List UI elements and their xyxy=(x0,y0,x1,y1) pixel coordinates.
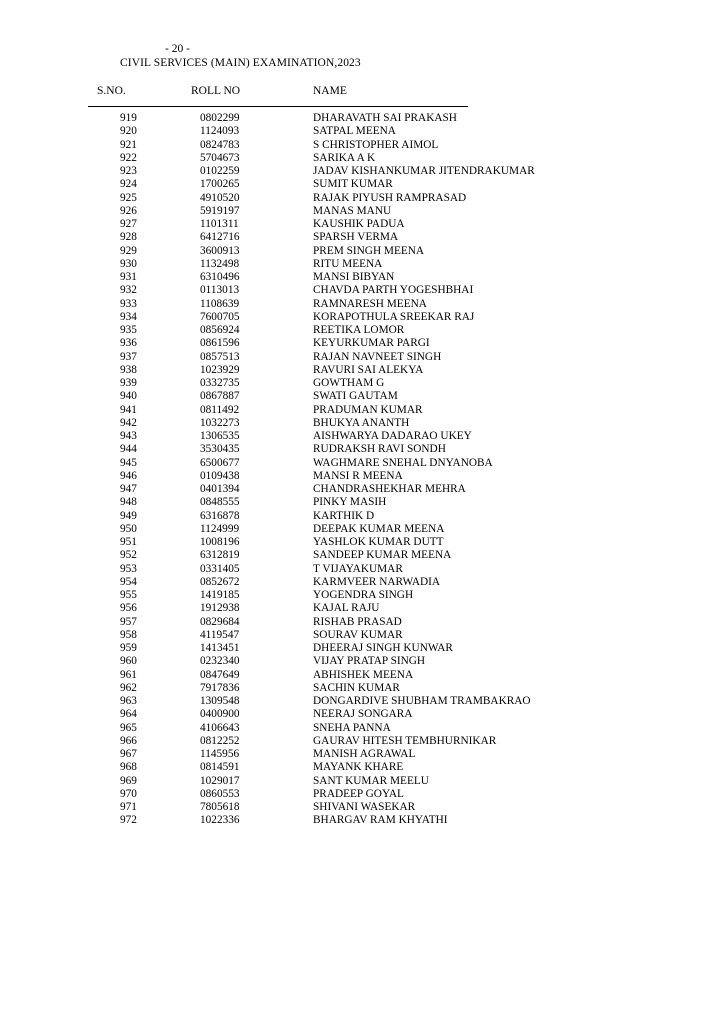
serial-number: 950 xyxy=(120,522,137,535)
candidate-name: MAYANK KHARE xyxy=(313,761,404,774)
serial-number: 943 xyxy=(120,430,137,442)
column-header-name: NAME xyxy=(313,85,347,97)
serial-number: 959 xyxy=(120,642,137,654)
candidate-name: NEERAJ SONGARA xyxy=(313,708,413,721)
candidate-name: BHARGAV RAM KHYATHI xyxy=(313,814,448,827)
table-row xyxy=(0,801,725,814)
roll-number: 6500677 xyxy=(200,456,240,469)
roll-number: 0113013 xyxy=(200,284,240,297)
roll-number: 0856924 xyxy=(200,324,240,336)
serial-number: 944 xyxy=(120,443,137,456)
roll-number: 0867887 xyxy=(200,390,240,403)
results-table-body xyxy=(0,112,725,828)
candidate-name: SOURAV KUMAR xyxy=(313,628,403,641)
serial-number: 954 xyxy=(120,575,137,588)
roll-number: 7917836 xyxy=(200,681,240,694)
candidate-name: PINKY MASIH xyxy=(313,496,387,509)
column-header-roll-no: ROLL NO xyxy=(191,85,241,97)
serial-number: 967 xyxy=(120,748,137,760)
candidate-name: RISHAB PRASAD xyxy=(313,615,402,628)
serial-number: 948 xyxy=(120,496,137,509)
table-row xyxy=(0,655,725,668)
serial-number: 945 xyxy=(120,456,137,469)
roll-number: 3530435 xyxy=(200,443,240,456)
roll-number: 5704673 xyxy=(200,151,240,164)
candidate-name: KEYURKUMAR PARGI xyxy=(313,337,430,350)
candidate-name: T VIJAYAKUMAR xyxy=(313,562,403,575)
candidate-name: PRADUMAN KUMAR xyxy=(313,403,423,416)
candidate-name: RUDRAKSH RAVI SONDH xyxy=(313,443,446,456)
table-row xyxy=(0,377,725,390)
roll-number: 1700265 xyxy=(200,178,240,191)
roll-number: 1124999 xyxy=(200,522,240,535)
candidate-name: SHIVANI WASEKAR xyxy=(313,801,416,813)
table-row xyxy=(0,139,725,152)
table-row xyxy=(0,589,725,602)
roll-number: 1309548 xyxy=(200,695,240,707)
table-row xyxy=(0,708,725,721)
roll-number: 1132498 xyxy=(200,257,240,270)
table-row xyxy=(0,284,725,297)
candidate-name: SPARSH VERMA xyxy=(313,231,399,244)
serial-number: 965 xyxy=(120,721,137,734)
table-row xyxy=(0,669,725,682)
table-row xyxy=(0,536,725,549)
table-row xyxy=(0,417,725,430)
candidate-name: KARMVEER NARWADIA xyxy=(313,575,441,588)
serial-number: 941 xyxy=(120,403,137,416)
table-row xyxy=(0,470,725,483)
serial-number: 936 xyxy=(120,337,137,350)
serial-number: 970 xyxy=(120,787,137,800)
roll-number: 4106643 xyxy=(200,721,240,734)
roll-number: 0332735 xyxy=(200,377,240,389)
table-row xyxy=(0,735,725,748)
table-row xyxy=(0,457,725,470)
table-row xyxy=(0,231,725,244)
candidate-name: SARIKA A K xyxy=(313,151,376,164)
roll-number: 0232340 xyxy=(200,655,240,668)
roll-number: 1413451 xyxy=(200,642,240,654)
roll-number: 0847649 xyxy=(200,668,240,681)
roll-number: 6310496 xyxy=(200,271,240,283)
table-row xyxy=(0,642,725,655)
serial-number: 963 xyxy=(120,695,137,707)
roll-number: 0848555 xyxy=(200,496,240,509)
exam-title: CIVIL SERVICES (MAIN) EXAMINATION,2023 xyxy=(120,57,361,69)
table-row xyxy=(0,364,725,377)
table-row xyxy=(0,602,725,615)
roll-number: 0331405 xyxy=(200,562,240,575)
serial-number: 921 xyxy=(120,138,137,151)
roll-number: 0401394 xyxy=(200,483,240,495)
roll-number: 5919197 xyxy=(200,204,240,217)
candidate-name: SWATI GAUTAM xyxy=(313,390,398,403)
header-rule xyxy=(88,106,468,107)
candidate-name: MANSI BIBYAN xyxy=(313,271,395,283)
serial-number: 932 xyxy=(120,284,137,297)
table-row xyxy=(0,682,725,695)
table-row xyxy=(0,510,725,523)
table-row xyxy=(0,205,725,218)
serial-number: 933 xyxy=(120,297,137,310)
roll-number: 6316878 xyxy=(200,509,240,522)
candidate-name: DHEERAJ SINGH KUNWAR xyxy=(313,642,453,654)
serial-number: 958 xyxy=(120,628,137,641)
table-row xyxy=(0,563,725,576)
serial-number: 928 xyxy=(120,231,137,244)
table-row xyxy=(0,178,725,191)
candidate-name: RITU MEENA xyxy=(313,257,383,270)
table-row xyxy=(0,629,725,642)
serial-number: 961 xyxy=(120,668,137,681)
serial-number: 924 xyxy=(120,178,137,191)
roll-number: 0857513 xyxy=(200,350,240,363)
page-number: - 20 - xyxy=(165,43,190,55)
candidate-name: BHUKYA ANANTH xyxy=(313,416,410,429)
serial-number: 953 xyxy=(120,562,137,575)
roll-number: 0824783 xyxy=(200,138,240,151)
table-row xyxy=(0,761,725,774)
candidate-name: DHARAVATH SAI PRAKASH xyxy=(313,112,457,124)
candidate-name: KAUSHIK PADUA xyxy=(313,218,405,230)
roll-number: 0400900 xyxy=(200,708,240,721)
serial-number: 939 xyxy=(120,377,137,389)
table-row xyxy=(0,722,725,735)
serial-number: 955 xyxy=(120,589,137,601)
candidate-name: MANAS MANU xyxy=(313,204,392,217)
serial-number: 935 xyxy=(120,324,137,336)
roll-number: 4910520 xyxy=(200,191,240,204)
candidate-name: S CHRISTOPHER AIMOL xyxy=(313,138,439,151)
serial-number: 920 xyxy=(120,125,137,138)
roll-number: 1029017 xyxy=(200,774,240,787)
roll-number: 7805618 xyxy=(200,801,240,813)
serial-number: 922 xyxy=(120,151,137,164)
serial-number: 968 xyxy=(120,761,137,774)
serial-number: 949 xyxy=(120,509,137,522)
serial-number: 972 xyxy=(120,814,137,827)
candidate-name: AISHWARYA DADARAO UKEY xyxy=(313,430,472,442)
serial-number: 940 xyxy=(120,390,137,403)
candidate-name: CHAVDA PARTH YOGESHBHAI xyxy=(313,284,474,297)
roll-number: 0811492 xyxy=(200,403,240,416)
serial-number: 942 xyxy=(120,416,137,429)
roll-number: 0102259 xyxy=(200,165,240,177)
table-row xyxy=(0,125,725,138)
serial-number: 930 xyxy=(120,257,137,270)
candidate-name: SUMIT KUMAR xyxy=(313,178,393,191)
serial-number: 956 xyxy=(120,602,137,615)
candidate-name: GOWTHAM G xyxy=(313,377,385,389)
serial-number: 923 xyxy=(120,165,137,177)
candidate-name: PRADEEP GOYAL xyxy=(313,787,404,800)
candidate-name: SANDEEP KUMAR MEENA xyxy=(313,549,452,562)
roll-number: 3600913 xyxy=(200,244,240,257)
candidate-name: KAJAL RAJU xyxy=(313,602,380,615)
candidate-name: RAVURI SAI ALEKYA xyxy=(313,363,424,376)
candidate-name: PREM SINGH MEENA xyxy=(313,244,425,257)
table-row xyxy=(0,576,725,589)
roll-number: 6312819 xyxy=(200,549,240,562)
candidate-name: SACHIN KUMAR xyxy=(313,681,400,694)
table-row xyxy=(0,152,725,165)
serial-number: 946 xyxy=(120,469,137,482)
candidate-name: DEEPAK KUMAR MEENA xyxy=(313,522,445,535)
table-row xyxy=(0,192,725,205)
roll-number: 0861596 xyxy=(200,337,240,350)
roll-number: 1022336 xyxy=(200,814,240,827)
serial-number: 919 xyxy=(120,112,137,124)
candidate-name: KORAPOTHULA SREEKAR RAJ xyxy=(313,310,475,323)
table-row xyxy=(0,616,725,629)
serial-number: 929 xyxy=(120,244,137,257)
serial-number: 969 xyxy=(120,774,137,787)
roll-number: 1023929 xyxy=(200,363,240,376)
table-row xyxy=(0,549,725,562)
candidate-name: SATPAL MEENA xyxy=(313,125,396,138)
table-row xyxy=(0,271,725,284)
serial-number: 951 xyxy=(120,536,137,548)
roll-number: 7600705 xyxy=(200,310,240,323)
table-row xyxy=(0,311,725,324)
roll-number: 1145956 xyxy=(200,748,240,760)
table-row xyxy=(0,298,725,311)
serial-number: 938 xyxy=(120,363,137,376)
column-header-sno: S.NO. xyxy=(97,85,126,97)
roll-number: 1306535 xyxy=(200,430,240,442)
candidate-name: KARTHIK D xyxy=(313,509,375,522)
serial-number: 934 xyxy=(120,310,137,323)
candidate-name: REETIKA LOMOR xyxy=(313,324,405,336)
table-row xyxy=(0,337,725,350)
candidate-name: JADAV KISHANKUMAR JITENDRAKUMAR xyxy=(313,165,535,177)
table-row xyxy=(0,695,725,708)
table-row xyxy=(0,523,725,536)
candidate-name: MANSI R MEENA xyxy=(313,469,403,482)
serial-number: 964 xyxy=(120,708,137,721)
candidate-name: WAGHMARE SNEHAL DNYANOBA xyxy=(313,456,493,469)
candidate-name: ABHISHEK MEENA xyxy=(313,668,414,681)
roll-number: 0860553 xyxy=(200,787,240,800)
serial-number: 960 xyxy=(120,655,137,668)
table-row xyxy=(0,443,725,456)
table-row xyxy=(0,430,725,443)
table-row xyxy=(0,775,725,788)
candidate-name: DONGARDIVE SHUBHAM TRAMBAKRAO xyxy=(313,695,531,707)
serial-number: 925 xyxy=(120,191,137,204)
table-row xyxy=(0,218,725,231)
roll-number: 0802299 xyxy=(200,112,240,124)
serial-number: 952 xyxy=(120,549,137,562)
roll-number: 1101311 xyxy=(200,218,239,230)
serial-number: 957 xyxy=(120,615,137,628)
candidate-name: VIJAY PRATAP SINGH xyxy=(313,655,426,668)
candidate-name: CHANDRASHEKHAR MEHRA xyxy=(313,483,466,495)
table-row xyxy=(0,483,725,496)
candidate-name: YOGENDRA SINGH xyxy=(313,589,414,601)
table-row xyxy=(0,814,725,827)
roll-number: 6412716 xyxy=(200,231,240,244)
candidate-name: RAMNARESH MEENA xyxy=(313,297,427,310)
candidate-name: YASHLOK KUMAR DUTT xyxy=(313,536,444,548)
candidate-name: SANT KUMAR MEELU xyxy=(313,774,429,787)
roll-number: 0829684 xyxy=(200,615,240,628)
roll-number: 0814591 xyxy=(200,761,240,774)
serial-number: 937 xyxy=(120,350,137,363)
table-row xyxy=(0,165,725,178)
table-row xyxy=(0,404,725,417)
roll-number: 0109438 xyxy=(200,469,240,482)
table-row xyxy=(0,351,725,364)
table-row xyxy=(0,390,725,403)
serial-number: 971 xyxy=(120,801,137,813)
candidate-name: RAJAN NAVNEET SINGH xyxy=(313,350,442,363)
table-row xyxy=(0,324,725,337)
roll-number: 1912938 xyxy=(200,602,240,615)
table-row xyxy=(0,748,725,761)
roll-number: 0812252 xyxy=(200,734,240,747)
candidate-name: SNEHA PANNA xyxy=(313,721,391,734)
serial-number: 966 xyxy=(120,734,137,747)
roll-number: 1124093 xyxy=(200,125,240,138)
roll-number: 1419185 xyxy=(200,589,240,601)
serial-number: 927 xyxy=(120,218,137,230)
table-row xyxy=(0,245,725,258)
serial-number: 947 xyxy=(120,483,137,495)
roll-number: 0852672 xyxy=(200,575,240,588)
table-row xyxy=(0,112,725,125)
serial-number: 926 xyxy=(120,204,137,217)
roll-number: 4119547 xyxy=(200,628,240,641)
roll-number: 1032273 xyxy=(200,416,240,429)
candidate-name: MANISH AGRAWAL xyxy=(313,748,416,760)
candidate-name: RAJAK PIYUSH RAMPRASAD xyxy=(313,191,467,204)
table-row xyxy=(0,258,725,271)
candidate-name: GAURAV HITESH TEMBHURNIKAR xyxy=(313,734,497,747)
roll-number: 1008196 xyxy=(200,536,240,548)
serial-number: 962 xyxy=(120,681,137,694)
table-row xyxy=(0,788,725,801)
table-row xyxy=(0,496,725,509)
roll-number: 1108639 xyxy=(200,297,240,310)
serial-number: 931 xyxy=(120,271,137,283)
